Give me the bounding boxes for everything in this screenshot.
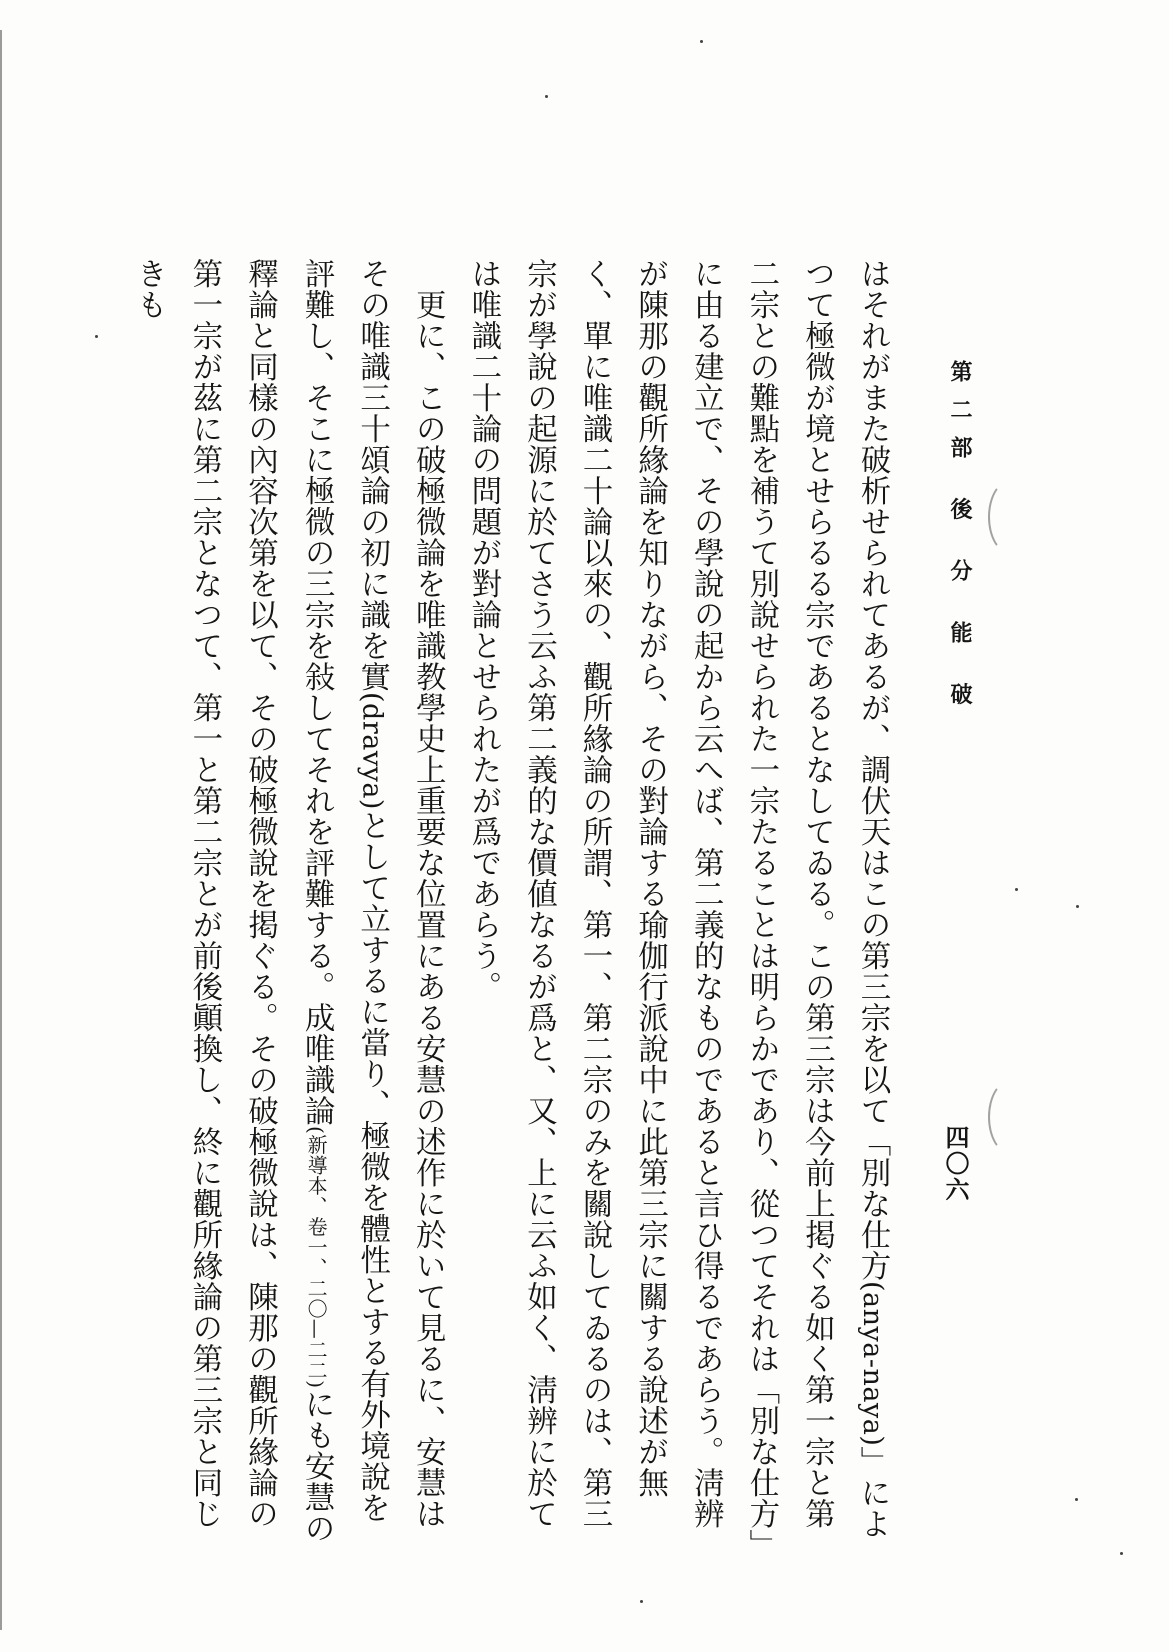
scan-speck bbox=[700, 40, 703, 43]
scan-speck bbox=[545, 95, 548, 98]
paragraph-2-latin-term: (dravya) bbox=[356, 692, 388, 810]
paragraph-1-text-c: 」によつて極微が境とせらるる宗であるとなしてゐる。この第三宗は今前上掲ぐる如く第一宗と第二宗との難點を補うて別說せられた一宗たることは明らかであり、從つてそれは「別な仕方」に由る建立で、その學說の起から云へば、第二義的なものであると言ひ得るであらう。淸辨が陳那の觀所緣論を知りながら、その對論する瑜伽行派說中に此第三宗に關する說述が無く、單に唯識二十論以來の、觀所緣論の所謂、第一、第二宗のみを關說してゐるのは、第三宗が學說の起源に於てさう云ふ第二義的な價値なるが爲と、又、上に云ふ如く、淸辨に於ては唯識二十論の問題が對論とせられたが爲であらう。 bbox=[465, 258, 890, 1545]
paragraph-2-text-e: にも安慧の釋論と同樣の內容次第を以て、その破極微說を掲ぐる。その破極微說は、陳那の觀所緣論の第一宗が茲に第二宗となつて、第一と第二宗とが前後顚換し、終に觀所緣論の第三宗と同じきも bbox=[131, 258, 335, 1544]
scan-speck bbox=[1015, 888, 1018, 891]
paragraph-2-text-c: として立するに當り、極微を體性とする有外境說を評難し、そこに極微の三宗を敍してそれを評難する。成唯識論 bbox=[299, 258, 390, 1523]
paragraph-2-text-a: 更に、この破極微論を唯識教學史上重要な位置にある安慧の述作に於いて見るに、安慧はその唯識三十頌論の初に識を實 bbox=[354, 258, 446, 1529]
scan-speck bbox=[1120, 1552, 1123, 1555]
scan-artifact-arc bbox=[988, 1080, 1032, 1154]
body-text bbox=[130, 258, 900, 1548]
page-number: 四〇六 bbox=[941, 1125, 970, 1203]
paragraph-2 bbox=[121, 258, 456, 1548]
scan-artifact-arc bbox=[988, 480, 1032, 554]
scan-speck bbox=[1076, 905, 1079, 908]
scan-speck bbox=[1075, 1498, 1078, 1501]
running-head: 第二部 後 分 能 破 bbox=[947, 360, 973, 721]
paragraph-1 bbox=[455, 258, 900, 1548]
scan-speck bbox=[95, 335, 98, 338]
binding-edge bbox=[0, 30, 7, 1630]
paragraph-1-latin-term: (anya-naya) bbox=[857, 1281, 888, 1447]
paragraph-1-text-a: はそれがまた破析せられてあるが、調伏天はこの第三宗を以て「別な仕方 bbox=[855, 258, 890, 1281]
paragraph-2-citation-note: (新導本、卷一、二〇—二二) bbox=[304, 1126, 329, 1389]
scan-speck bbox=[640, 1600, 643, 1603]
